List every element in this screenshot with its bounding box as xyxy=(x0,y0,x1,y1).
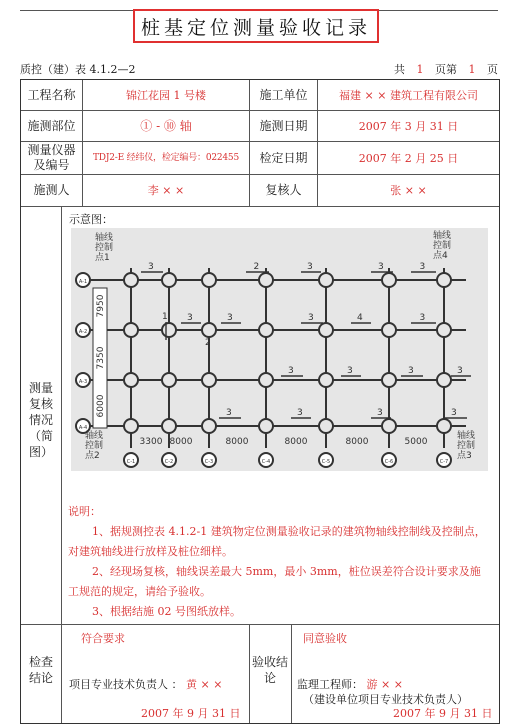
pile-marker xyxy=(319,419,333,433)
pile-marker xyxy=(162,419,176,433)
accept-person-row xyxy=(297,676,403,692)
pile-marker xyxy=(124,273,138,287)
accept-person-label: 监理工程师： xyxy=(297,678,363,691)
pile-marker xyxy=(202,273,216,287)
situation-label: 测量复核情况（简图） xyxy=(28,381,53,459)
dimension-label-x: 8000 xyxy=(169,437,193,447)
control-point-label: 轴线控制点3 xyxy=(457,431,476,461)
pile-marker xyxy=(259,323,273,337)
arrow-number: 3 xyxy=(187,313,193,323)
arrow-number: 3 xyxy=(308,313,314,323)
pile-marker xyxy=(124,419,138,433)
surveyor-label: 施测人 xyxy=(33,183,70,197)
accept-person: 游 × × xyxy=(366,678,403,691)
notes-line-1: 1、据规测控表 4.1.2-1 建筑物定位测量验收记录的建筑物轴线控制线及控制点，对建筑轴线进行放样及桩位细样。 xyxy=(68,525,486,558)
survey-sketch xyxy=(71,228,488,471)
arrow-number: 3 xyxy=(419,262,426,272)
form-title: 桩基定位测量验收记录 xyxy=(133,9,379,43)
axis-label-left: A-4 xyxy=(78,425,88,431)
pile-marker xyxy=(202,373,216,387)
check-person-label: 项目专业技术负责人 ： xyxy=(69,678,183,691)
arrow-number: 2 xyxy=(205,338,211,348)
arrow-number: 3 xyxy=(408,366,414,376)
axis-label-bottom: C-3 xyxy=(204,459,214,465)
pile-marker xyxy=(437,373,451,387)
pile-marker xyxy=(382,273,396,287)
measure-date-value: 2007 年 3 月 31 日 xyxy=(358,119,459,133)
part-label: 施测部位 xyxy=(27,118,76,133)
instrument-value: TDJ2-E 经纬仪，检定编号：022455 xyxy=(93,152,239,163)
dimension-label-y: 6000 xyxy=(96,394,106,418)
pile-marker xyxy=(319,373,333,387)
instrument-label: 测量仪器及编号 xyxy=(27,143,76,172)
axis-label-bottom: C-4 xyxy=(261,459,271,465)
control-point-label: 轴线控制点1 xyxy=(95,233,114,263)
reviewer-label: 复核人 xyxy=(265,183,302,197)
pile-marker xyxy=(124,373,138,387)
form-code: 质控（建）表 4.1.2—2 xyxy=(20,63,136,76)
control-point-label: 轴线控制点4 xyxy=(433,231,452,261)
accept-date: 2007 年 9 月 31 日 xyxy=(393,707,493,720)
axis-label-bottom: C-6 xyxy=(384,459,394,465)
axis-label-bottom: C-1 xyxy=(126,459,136,465)
axis-label-bottom: C-7 xyxy=(439,459,449,465)
page-mid: 页第 xyxy=(435,63,457,76)
reviewer-value: 张 × × xyxy=(390,184,427,197)
axis-label-bottom: C-5 xyxy=(321,459,331,465)
pile-marker xyxy=(319,273,333,287)
arrow-number: 3 xyxy=(148,262,154,272)
dimension-label-y: 7350 xyxy=(96,346,106,370)
check-result: 符合要求 xyxy=(81,632,125,645)
contractor-label: 施工单位 xyxy=(259,87,308,102)
measure-date-label: 施测日期 xyxy=(259,118,308,133)
check-person: 黄 × × xyxy=(186,678,223,691)
arrow-number: 3 xyxy=(419,313,426,323)
arrow-number: 3 xyxy=(347,366,353,376)
check-label: 检查结论 xyxy=(28,655,53,685)
arrow-number: 3 xyxy=(288,366,294,376)
dimension-label-x: 5000 xyxy=(404,437,428,447)
accept-person-note: （建设单位项目专业技术负责人） xyxy=(303,693,468,706)
pile-marker xyxy=(382,323,396,337)
dimension-label-x: 8000 xyxy=(225,437,249,447)
contractor-value: 福建 × × 建筑工程有限公司 xyxy=(339,88,478,102)
arrow-number: 3 xyxy=(451,408,457,418)
pile-marker xyxy=(202,419,216,433)
notes xyxy=(68,502,488,622)
axis-label-left: A-3 xyxy=(78,379,88,385)
pile-marker xyxy=(162,323,176,337)
accept-label: 验收结论 xyxy=(251,655,288,685)
part-value: ① - ⑩ 轴 xyxy=(140,118,192,133)
control-point-label: 轴线控制点2 xyxy=(85,431,104,461)
page-suffix: 页 xyxy=(487,63,498,76)
pile-marker xyxy=(202,323,216,337)
page-total-prefix: 共 xyxy=(394,63,405,76)
arrow-number: 3 xyxy=(226,408,232,418)
notes-heading: 说明： xyxy=(68,505,101,518)
pile-marker xyxy=(437,323,451,337)
pile-marker xyxy=(259,419,273,433)
arrow-number: 3 xyxy=(377,408,383,418)
arrow-number: 3 xyxy=(297,408,303,418)
page-number: 1 xyxy=(468,63,476,76)
project-name-value: 锦江花园 1 号楼 xyxy=(126,88,206,102)
calib-date-label: 检定日期 xyxy=(259,150,308,165)
arrow-number: 1 xyxy=(162,312,168,322)
accept-result: 同意验收 xyxy=(303,632,347,645)
calib-date-value: 2007 年 2 月 25 日 xyxy=(358,151,459,165)
pile-marker xyxy=(259,273,273,287)
notes-line-2: 2、经现场复核，轴线误差最大 5mm，最小 3mm，桩位误差符合设计要求及施工规范的规定，请给予验收。 xyxy=(68,565,481,598)
axis-label-left: A-1 xyxy=(78,279,88,285)
arrow-number: 2 xyxy=(253,262,260,272)
dimension-label-x: 8000 xyxy=(284,437,308,447)
arrow-number: 4 xyxy=(357,313,363,323)
pile-marker xyxy=(437,419,451,433)
pile-marker xyxy=(162,373,176,387)
dimension-label-x: 3300 xyxy=(139,437,163,447)
dimension-label-y: 7950 xyxy=(96,294,106,318)
pile-marker xyxy=(259,373,273,387)
pile-marker xyxy=(162,273,176,287)
arrow-number: 3 xyxy=(378,262,384,272)
check-person-row xyxy=(69,676,222,692)
pile-marker xyxy=(319,323,333,337)
pile-marker xyxy=(124,323,138,337)
check-date: 2007 年 9 月 31 日 xyxy=(141,707,241,720)
pile-marker xyxy=(382,373,396,387)
pagination xyxy=(394,61,498,77)
diagram-caption: 示意图： xyxy=(69,213,113,226)
surveyor-value: 李 × × xyxy=(147,184,185,197)
arrow-number: 3 xyxy=(227,313,233,323)
page-total: 1 xyxy=(416,63,424,76)
survey-sketch-svg xyxy=(71,228,488,471)
axis-label-bottom: C-2 xyxy=(164,459,174,465)
dimension-label-x: 8000 xyxy=(345,437,369,447)
arrow-number: 3 xyxy=(457,366,463,376)
pile-marker xyxy=(382,419,396,433)
arrow-number: 3 xyxy=(307,262,313,272)
pile-marker xyxy=(437,273,451,287)
notes-line-3: 3、根据结施 02 号图纸放样。 xyxy=(92,605,241,618)
project-name-label: 工程名称 xyxy=(27,87,76,102)
axis-label-left: A-2 xyxy=(78,329,88,335)
